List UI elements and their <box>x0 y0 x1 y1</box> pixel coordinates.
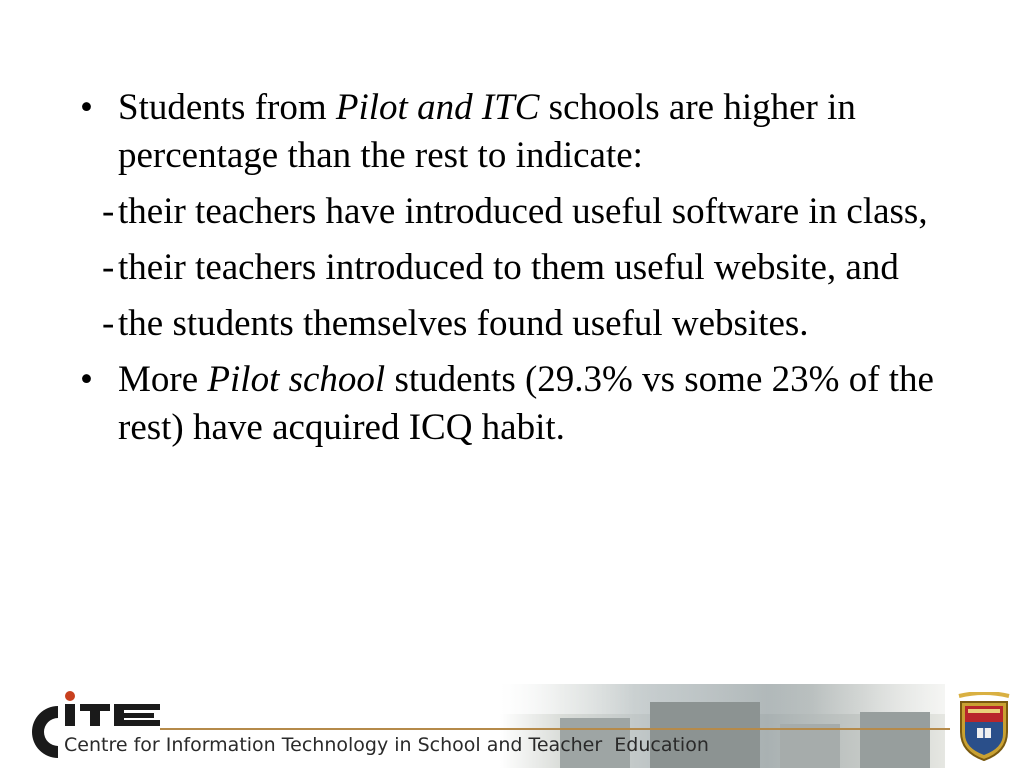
bullet-item <box>0 356 1024 452</box>
bullet-text-pre: Students from <box>118 87 336 128</box>
organization-name: Centre for Information Technology in School and Teacher Education <box>64 734 709 756</box>
logo-letter-e-bottom <box>114 720 160 726</box>
sub-item <box>0 300 1024 348</box>
sub-item-text: the students themselves found useful websites. <box>118 303 809 344</box>
university-crest-icon <box>955 692 1013 762</box>
logo-letter-i <box>65 704 75 726</box>
sub-item-marker: - <box>102 191 115 232</box>
logo-letter-c <box>32 706 58 758</box>
bullet-text-emphasis: Pilot school <box>207 359 386 400</box>
bullet-marker: • <box>80 359 93 400</box>
sub-item-marker: - <box>102 303 115 344</box>
footer-divider <box>160 728 950 730</box>
slide-footer <box>0 680 1024 768</box>
logo-letter-e-mid <box>114 713 154 718</box>
slide-body <box>0 84 1024 460</box>
sub-item <box>0 188 1024 236</box>
photo-building <box>860 712 930 768</box>
bullet-text-emphasis: Pilot and ITC <box>335 87 540 128</box>
bullet-text-post: students (29.3% vs some 23% of the rest) have acquired ICQ habit. <box>118 359 934 448</box>
sub-item <box>0 244 1024 292</box>
logo-letter-e-top <box>114 704 160 710</box>
sub-item-marker: - <box>102 247 115 288</box>
logo-letter-t-stem <box>90 704 100 726</box>
sub-item-text: their teachers introduced to them useful website, and <box>118 247 899 288</box>
photo-building <box>780 724 840 768</box>
bullet-item <box>0 84 1024 180</box>
bullet-marker: • <box>80 87 93 128</box>
logo-i-dot <box>65 691 75 701</box>
sub-item-text: their teachers have introduced useful software in class, <box>118 191 928 232</box>
bullet-text-post: schools are higher in percentage than the rest to indicate: <box>118 87 856 176</box>
bullet-text-pre: More <box>118 359 208 400</box>
